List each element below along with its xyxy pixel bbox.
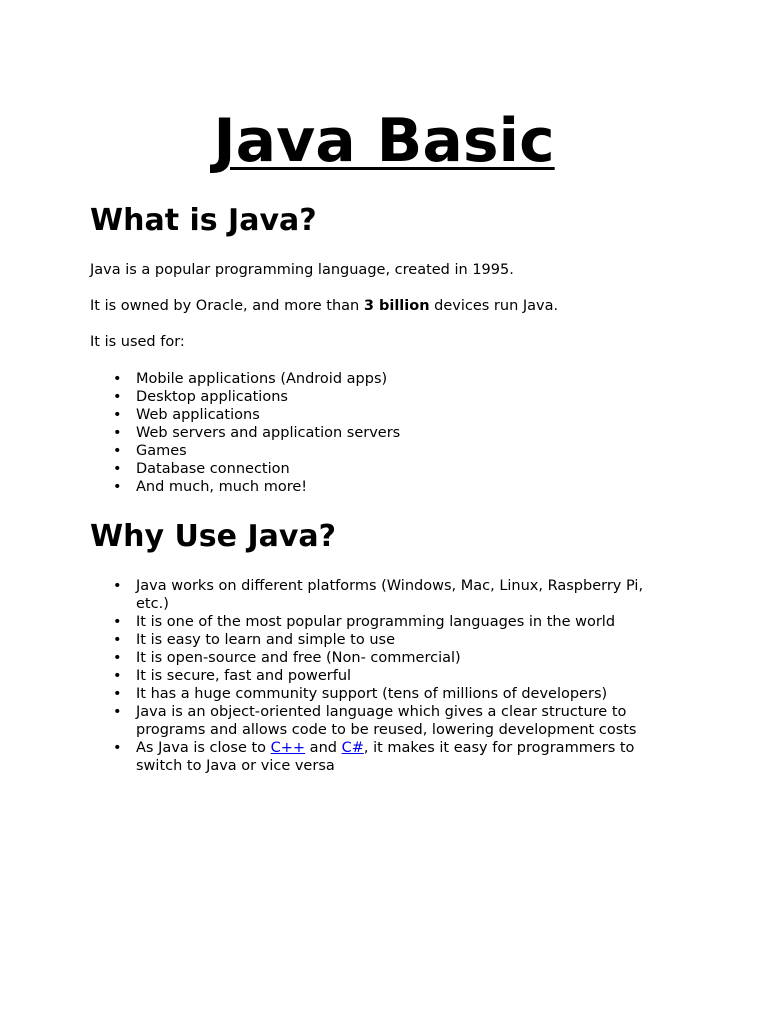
last-item-start: As Java is close to [136, 740, 271, 756]
list-item: • It is open-source and free (Non- commercial) [90, 649, 670, 667]
list-item: • It is easy to learn and simple to use [90, 631, 670, 649]
paragraph-ownership-end: devices run Java. [429, 298, 559, 314]
cpp-link[interactable]: C++ [270, 740, 306, 756]
list-item: • It is secure, fast and powerful [90, 667, 670, 685]
list-item: • Games [90, 442, 670, 460]
list-item: • Database connection [90, 460, 670, 478]
section-heading-why-use-java: Why Use Java? [90, 519, 337, 554]
list-item: • Java is an object-oriented language which gives a clear structure to programs and allows code to be reused, lowering development costs [90, 703, 670, 739]
csharp-link[interactable]: C# [341, 740, 364, 756]
paragraph-ownership-start: It is owned by Oracle, and more than [90, 298, 364, 314]
page-title: Java Basic [213, 106, 555, 176]
reasons-list [90, 577, 670, 775]
list-item: • Mobile applications (Android apps) [90, 370, 670, 388]
list-item: • It has a huge community support (tens of millions of developers) [90, 685, 670, 703]
paragraph-intro: Java is a popular programming language, created in 1995. [90, 262, 514, 278]
last-item-middle: and [305, 740, 342, 756]
last-item-end: , it makes it easy for programmers to switch to Java or vice versa [136, 740, 635, 774]
list-item: • Desktop applications [90, 388, 670, 406]
list-item: • Web servers and application servers [90, 424, 670, 442]
section-heading-what-is-java: What is Java? [90, 203, 317, 238]
list-item-last [90, 739, 670, 775]
paragraph-used-for: It is used for: [90, 334, 185, 350]
paragraph-ownership [90, 297, 558, 315]
list-item: • And much, much more! [90, 478, 670, 496]
uses-list [90, 370, 670, 496]
list-item: • It is one of the most popular programming languages in the world [90, 613, 670, 631]
list-item: • Web applications [90, 406, 670, 424]
list-item: • Java works on different platforms (Windows, Mac, Linux, Raspberry Pi, etc.) [90, 577, 670, 613]
paragraph-ownership-bold: 3 billion [363, 298, 430, 314]
